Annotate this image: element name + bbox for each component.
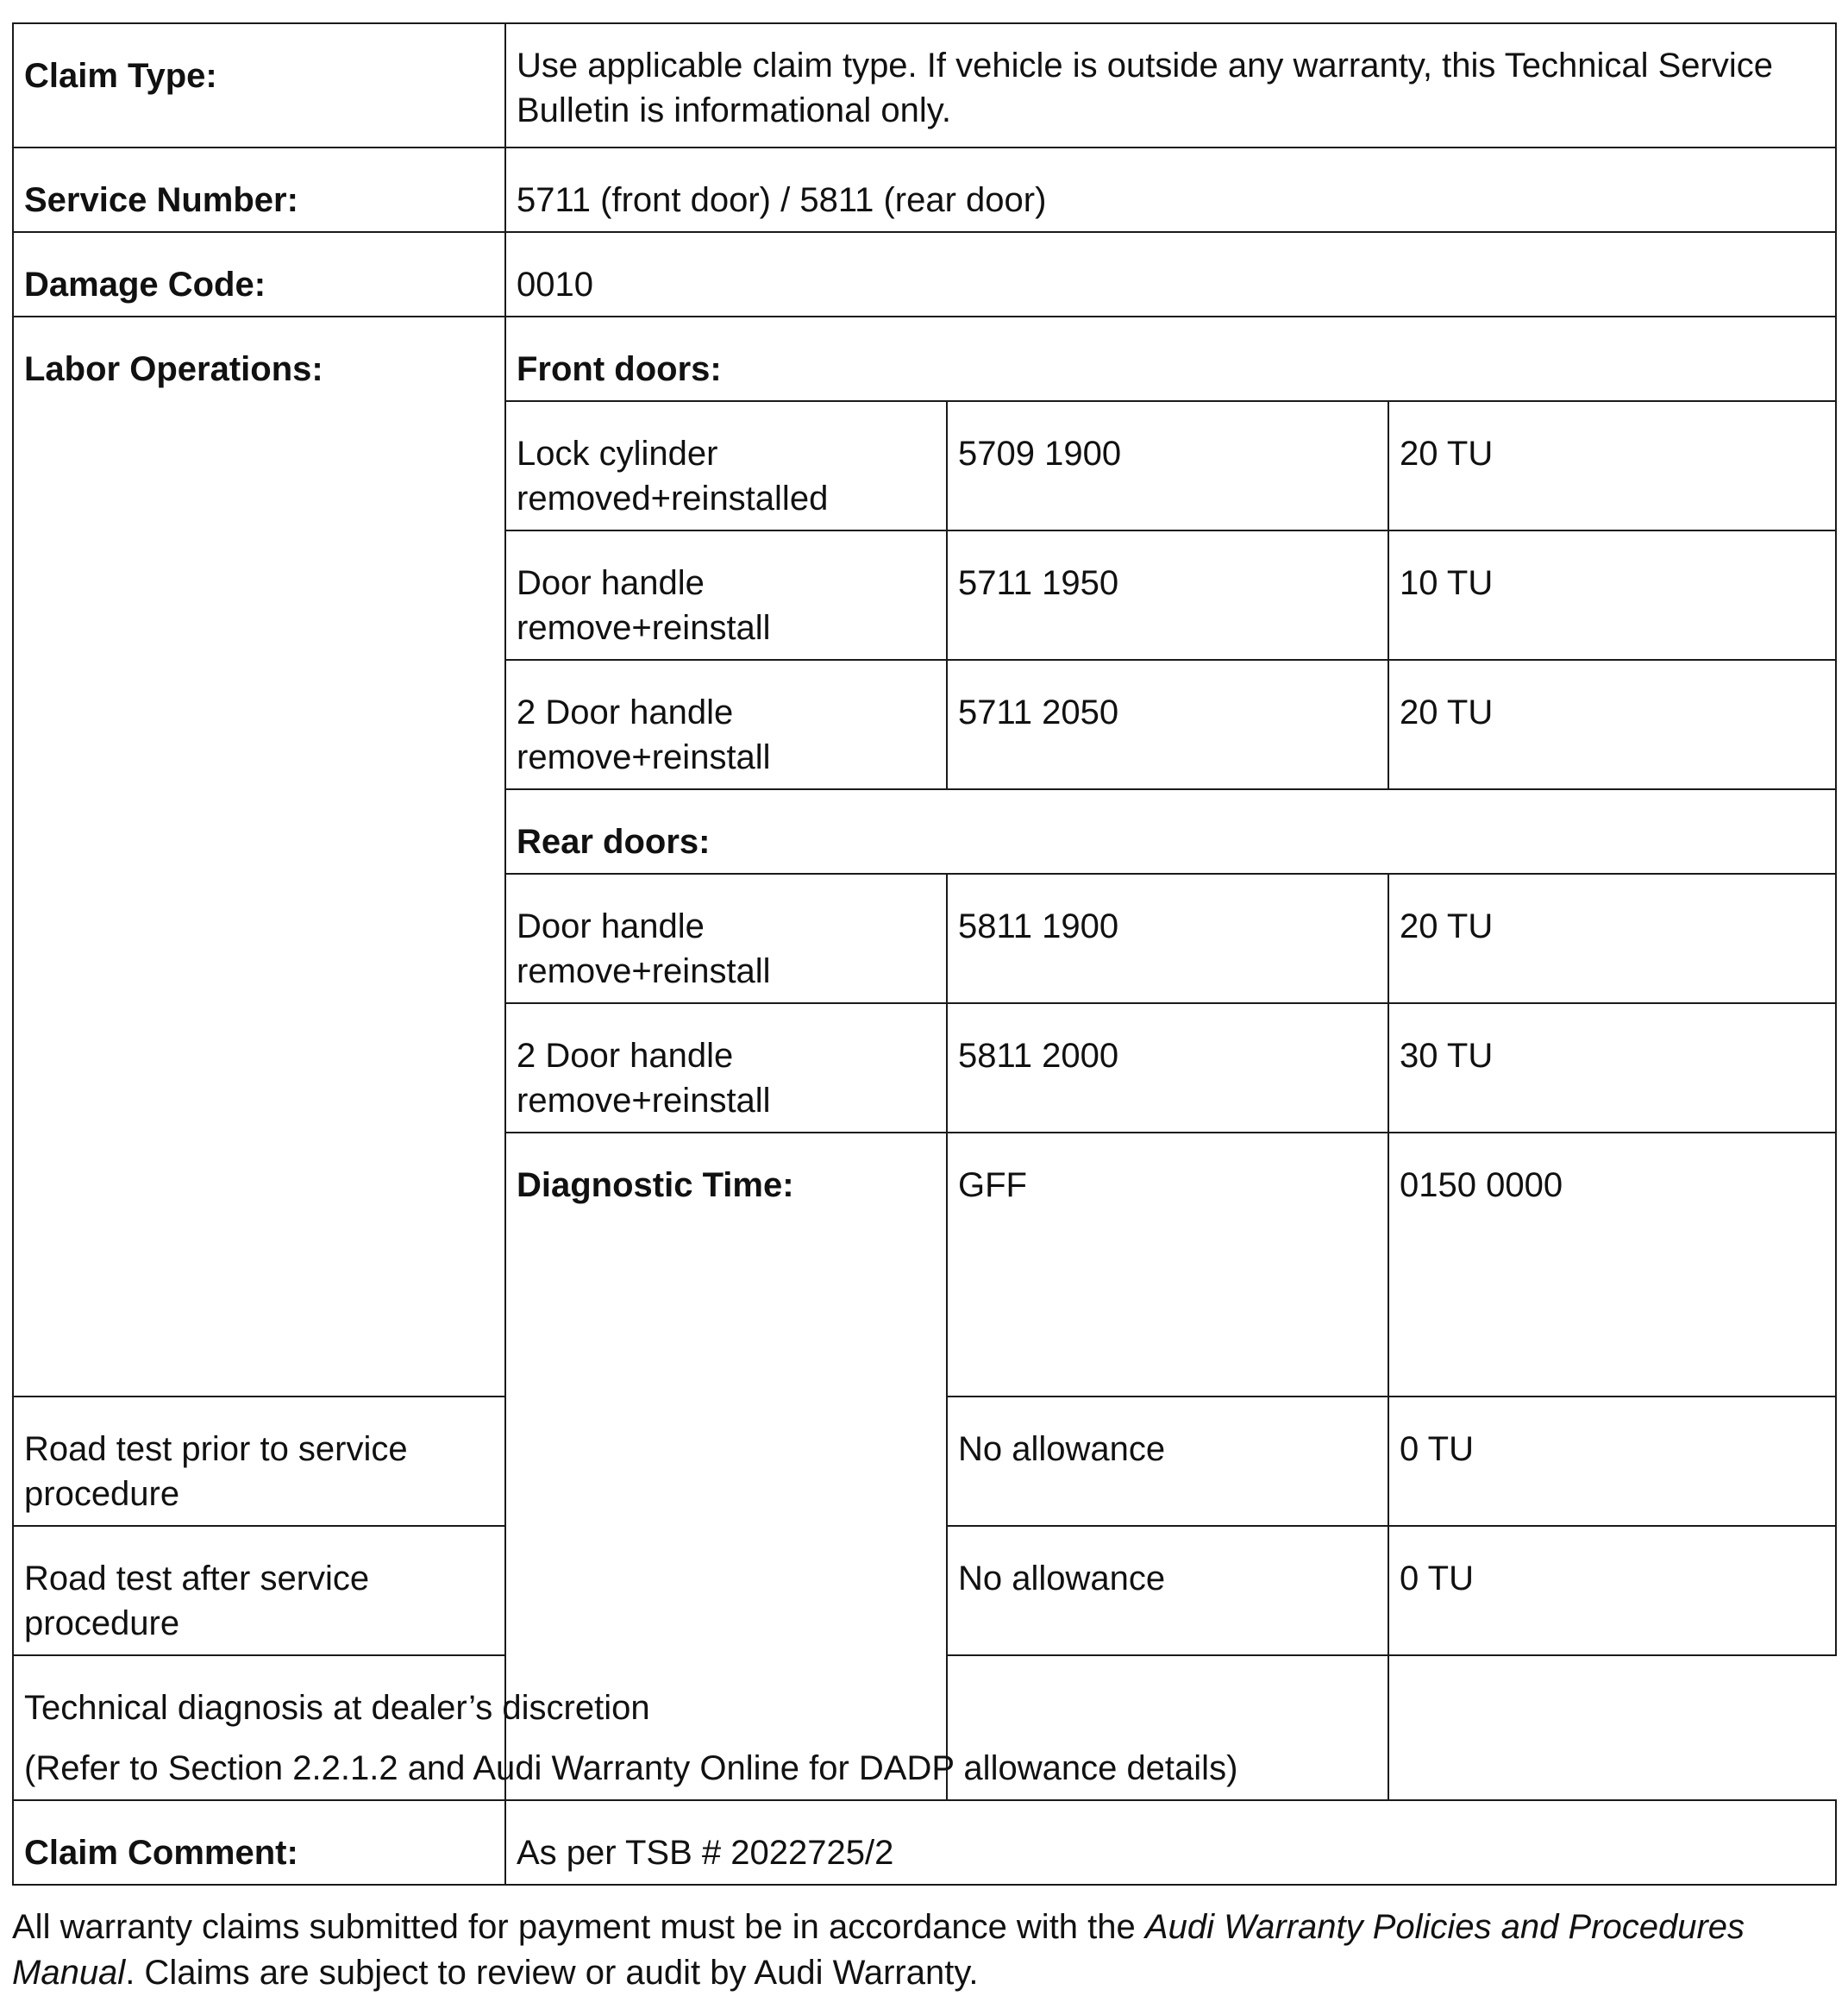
claim-type-label: Claim Type: — [13, 23, 505, 148]
diagnostic-code: No allowance — [947, 1526, 1388, 1655]
damage-code-row — [13, 232, 1836, 317]
claim-comment-row — [13, 1800, 1836, 1885]
diagnostic-note-line2: (Refer to Section 2.2.1.2 and Audi Warranty Online for DADP allowance details) — [24, 1749, 1238, 1787]
diagnostic-code: 0150 0000 — [1388, 1133, 1836, 1397]
diagnostic-time-value: 0 TU — [1388, 1397, 1836, 1526]
labor-code: 5711 1950 — [947, 530, 1388, 660]
damage-code-label: Damage Code: — [13, 232, 505, 317]
labor-description: 2 Door handle remove+reinstall — [505, 1003, 947, 1133]
labor-operations-label: Labor Operations: — [13, 317, 505, 1397]
labor-code: 5709 1900 — [947, 401, 1388, 530]
labor-description: 2 Door handle remove+reinstall — [505, 660, 947, 789]
footer-text-before: All warranty claims submitted for payment must be in accordance with the — [12, 1908, 1145, 1946]
service-number-value: 5711 (front door) / 5811 (rear door) — [505, 148, 1836, 232]
labor-time: 20 TU — [1388, 401, 1836, 530]
claim-type-row — [13, 23, 1836, 148]
labor-description: Door handle remove+reinstall — [505, 874, 947, 1003]
footer-text-after: . Claims are subject to review or audit by Audi Warranty. — [125, 1954, 979, 1992]
claim-comment-label: Claim Comment: — [13, 1800, 505, 1885]
warranty-document — [12, 22, 1835, 1996]
labor-time: 10 TU — [1388, 530, 1836, 660]
footer-manual-title: Audi Warranty Policies and Procedures Manual — [12, 1908, 1745, 1992]
claim-type-value: Use applicable claim type. If vehicle is outside any warranty, this Technical Service Bulletin is informational only. — [505, 23, 1836, 148]
front-doors-heading: Front doors: — [505, 317, 1836, 401]
labor-description: Lock cylinder removed+reinstalled — [505, 401, 947, 530]
diagnostic-note-row — [13, 1655, 1836, 1800]
diagnostic-code: No allowance — [947, 1397, 1388, 1526]
diagnostic-description: Road test prior to service procedure — [13, 1397, 505, 1526]
labor-time: 20 TU — [1388, 660, 1836, 789]
diagnostic-description: Road test after service procedure — [13, 1526, 505, 1655]
warranty-claim-table — [12, 22, 1837, 1886]
diagnostic-time-label: Diagnostic Time: — [505, 1133, 947, 1800]
damage-code-value: 0010 — [505, 232, 1836, 317]
service-number-row — [13, 148, 1836, 232]
labor-code: 5711 2050 — [947, 660, 1388, 789]
service-number-label: Service Number: — [13, 148, 505, 232]
diagnostic-note — [13, 1655, 1388, 1800]
labor-time: 20 TU — [1388, 874, 1836, 1003]
labor-description: Door handle remove+reinstall — [505, 530, 947, 660]
diagnostic-time-value: 0 TU — [1388, 1526, 1836, 1655]
labor-front-heading-row — [13, 317, 1836, 401]
claim-comment-value: As per TSB # 2022725/2 — [505, 1800, 1836, 1885]
rear-doors-heading: Rear doors: — [505, 789, 1836, 874]
labor-code: 5811 1900 — [947, 874, 1388, 1003]
labor-code: 5811 2000 — [947, 1003, 1388, 1133]
labor-time: 30 TU — [1388, 1003, 1836, 1133]
diagnostic-note-line1: Technical diagnosis at dealer’s discretion — [24, 1689, 650, 1727]
diagnostic-description: GFF — [947, 1133, 1388, 1397]
warranty-footer-note — [12, 1905, 1835, 1996]
